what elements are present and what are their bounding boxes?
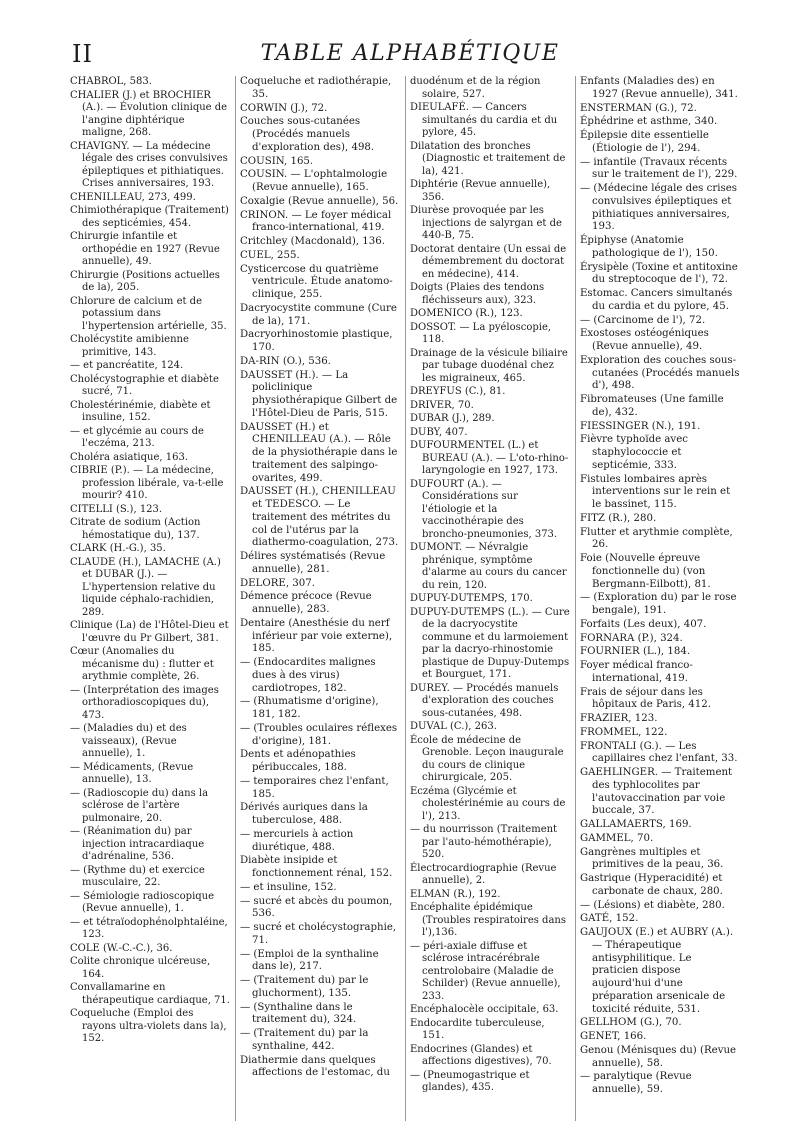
index-entry: Dents et adénopathies péribuccales, 188. [240, 749, 356, 773]
index-entry: Diurèse provoquée par les injections de salyrgan et de 440-B, 75. [410, 205, 562, 241]
index-entry: Coxalgie (Revue annuelle), 56. [240, 195, 399, 207]
index-entry: DUFOURMENTEL (L.) et BUREAU (A.). — L'oto-rhino-laryngologie en 1927, 173. [410, 440, 569, 476]
index-entry: DIEULAFÉ. — Cancers simultanés du cardia et du pylore, 45. [410, 102, 558, 138]
index-entry: Drainage de la vésicule biliaire par tubage duodénal chez les migraineux, 465. [410, 347, 568, 384]
index-entry: — temporaires chez l'enfant, 185. [240, 775, 389, 800]
index-entry: — et insuline, 152. [240, 881, 337, 893]
index-entry: Choléra asiatique, 163. [70, 451, 189, 463]
index-entry: Encéphalocèle occipitale, 63. [410, 1004, 559, 1015]
index-entry: Enfants (Maladies des) en 1927 (Revue annuelle), 341. [580, 76, 738, 100]
index-entry: Doctorat dentaire (Un essai de démembrement du doctorat en médecine), 414. [410, 243, 567, 280]
index-entry: Doigts (Plaies des tendons fléchisseurs aux), 323. [410, 282, 545, 306]
index-entry: COUSIN. — L'ophtalmologie (Revue annuelle), 165. [240, 169, 388, 193]
index-entry: GELLHOM (G.), 70. [580, 1017, 682, 1029]
index-entry: DELORE, 307. [240, 577, 315, 589]
index-entry: DREYFUS (C.), 81. [410, 386, 506, 397]
index-entry: Genou (Ménisques du) (Revue annuelle), 58. [580, 1044, 737, 1069]
index-entry: — infantile (Travaux récents sur le traitement de l'), 229. [580, 156, 738, 181]
index-entry: Convallamarine en thérapeutique cardiaque, 71. [70, 982, 230, 1006]
index-entry: Gastrique (Hyperacidité) et carbonate de chaux, 280. [580, 873, 723, 897]
index-entry: Cysticercose du quatrième ventricule. Étude anatomo-clinique, 255. [240, 263, 393, 300]
column-divider [405, 76, 406, 1121]
index-entry: CHENILLEAU, 273, 499. [70, 191, 196, 203]
index-entry: Chlorure de calcium et de potassium dans l'hypertension artérielle, 35. [70, 295, 227, 332]
index-entry: Endocrines (Glandes) et affections digestives), 70. [410, 1043, 552, 1067]
index-entry: Couches sous-cutanées (Procédés manuels d'exploration des), 498. [240, 116, 375, 153]
index-entry: GAEHLINGER. — Traitement des typhlocolites par l'autovaccination par voie buccale, 37. [580, 767, 733, 817]
index-entry: — et pancréatite, 124. [70, 360, 184, 371]
index-entry: Cholécystographie et diabète sucré, 71. [70, 373, 219, 397]
index-entry: DOMENICO (R.), 123. [410, 308, 523, 319]
index-entry: CRINON. — Le foyer médical franco-international, 419. [240, 209, 392, 234]
index-entry: DUPUY-DUTEMPS (L.). — Cure de la dacryocystite commune et du larmoiement par la dacryo-rhinostomie plastique de Dupuy-Dutemps et Bourguet, 171. [410, 606, 570, 680]
index-entry: Diphtérie (Revue annuelle), 356. [410, 179, 551, 203]
index-columns [70, 76, 758, 1121]
index-entry: — (Traitement du) par le gluchorment), 135. [240, 975, 369, 999]
index-entry: GAUJOUX (E.) et AUBRY (A.). — Thérapeutique antisyphilitique. Le praticien dispose aujourd'hui d'une préparation arsenicale de toxicité réduite, 531. [580, 927, 734, 1015]
index-entry: FROMMEL, 122. [580, 726, 668, 738]
index-entry: DAUSSET (H.), CHENILLEAU et TEDESCO. — Le traitement des métrites du col de l'utérus par la diathermo-coagulation, 273. [240, 486, 399, 549]
index-entry: — (Réanimation du) par injection intracardiaque d'adrénaline, 536. [70, 826, 205, 862]
index-entry: CITELLI (S.), 123. [70, 503, 163, 515]
index-entry: — péri-axiale diffuse et sclérose intracérébrale centrolobaire (Maladie de Schilder) (Revue annuelle), 233. [410, 940, 561, 1002]
index-entry: DAUSSET (H.) et CHENILLEAU (A.). — Rôle de la physiothérapie dans le traitement des salpingo-ovarites, 499. [240, 421, 398, 484]
index-entry: Dentaire (Anesthésie du nerf inférieur par voie externe), 185. [240, 617, 393, 655]
index-entry: CLARK (H.-G.), 35. [70, 543, 166, 554]
index-entry: DA-RIN (O.), 536. [240, 355, 331, 367]
index-entry: Gangrènes multiples et primitives de la peau, 36. [580, 846, 724, 871]
index-entry: — (Rhumatisme d'origine), 181, 182. [240, 696, 379, 720]
index-entry: — (Interprétation des images orthoradioscopiques du), 473. [70, 684, 219, 721]
index-entry: duodénum et de la région solaire, 527. [410, 76, 541, 100]
index-entry: Forfaits (Les deux), 407. [580, 618, 707, 630]
index-entry: Foyer médical franco-international, 419. [580, 660, 693, 684]
index-entry: Démence précoce (Revue annuelle), 283. [240, 591, 372, 615]
index-entry: — et glycémie au cours de l'eczéma, 213. [70, 425, 204, 449]
index-entry: Épilepsie dite essentielle (Étiologie de l'), 294. [580, 130, 709, 154]
index-entry: FORNARA (P.), 324. [580, 632, 683, 644]
index-entry: CORWIN (J.), 72. [240, 102, 328, 114]
index-entry: École de médecine de Grenoble. Leçon inaugurale du cours de clinique chirurgicale, 205. [410, 734, 564, 783]
index-entry: Eczéma (Glycémie et cholestérinémie au cours de l'), 213. [410, 785, 566, 822]
index-entry: Critchley (Macdonald), 136. [240, 236, 385, 247]
index-entry: COLE (W.-C.-C.), 36. [70, 942, 173, 954]
index-entry: FITZ (R.), 280. [580, 512, 657, 524]
index-entry: GENET, 166. [580, 1031, 647, 1042]
index-entry: FIESSINGER (N.), 191. [580, 420, 701, 432]
index-entry: DUREY. — Procédés manuels d'exploration des couches sous-cutanées, 498. [410, 682, 559, 719]
index-entry: GALLAMAERTS, 169. [580, 819, 692, 830]
index-entry: — Médicaments, (Revue annuelle), 13. [70, 761, 194, 785]
index-entry: — (Rythme du) et exercice musculaire, 22. [70, 864, 205, 888]
index-entry: Fibromateuses (Une famille de), 432. [580, 394, 724, 418]
index-entry: Flutter et arythmie complète, 26. [580, 526, 733, 551]
index-entry: Fièvre typhoïde avec staphylococcie et septicémie, 333. [580, 434, 688, 471]
index-entry: ELMAN (R.), 192. [410, 888, 501, 900]
index-entry: Cœur (Anomalies du mécanisme du) : flutter et arythmie complète, 26. [70, 646, 214, 682]
index-entry: DUFOURT (A.). — Considérations sur l'étiologie et la vaccinothérapie des broncho-pneumonies, 373. [410, 478, 558, 540]
index-entry: CHALIER (J.) et BROCHIER (A.). — Évolution clinique de l'angine diphtérique maligne, 268. [70, 89, 228, 138]
index-entry: Fistules lombaires après interventions sur le rein et le bassinet, 115. [580, 473, 731, 510]
index-entry: Dacryorhinostomie plastique, 170. [240, 329, 393, 353]
index-entry: DAUSSET (H.). — La policlinique physiothérapique Gilbert de l'Hôtel-Dieu de Paris, 515. [240, 369, 398, 419]
index-entry: Éphédrine et asthme, 340. [580, 116, 718, 128]
index-entry: — (Emploi de la synthaline dans le), 217. [240, 948, 379, 973]
index-entry: CIBRIE (P.). — La médecine, profession libérale, va-t-elle mourir? 410. [70, 465, 224, 501]
index-entry: ENSTERMAN (G.), 72. [580, 102, 697, 114]
index-entry: Coqueluche et radiothérapie, 35. [240, 76, 392, 100]
index-entry: — paralytique (Revue annuelle), 59. [580, 1071, 692, 1095]
index-entry: CLAUDE (H.), LAMACHE (A.) et DUBAR (J.). — L'hypertension relative du liquide céphalo-rachidien, 289. [70, 556, 221, 618]
index-entry: — et tétraïodophénolphtaléine, 123. [70, 916, 228, 940]
index-entry: Colite chronique ulcéreuse, 164. [70, 956, 211, 980]
column-divider [575, 76, 576, 1121]
index-entry: — (Lésions) et diabète, 280. [580, 899, 725, 911]
index-entry: Coqueluche (Emploi des rayons ultra-violets dans la), 152. [70, 1008, 227, 1044]
index-entry: — sucré et abcès du poumon, 536. [240, 895, 393, 920]
index-entry: FRAZIER, 123. [580, 713, 658, 724]
index-entry: — mercuriels à action diurétique, 488. [240, 828, 354, 853]
index-entry: FRONTALI (G.). — Les capillaires chez l'enfant, 33. [580, 740, 738, 765]
index-entry: Cholestérinémie, diabète et insuline, 152. [70, 399, 211, 423]
index-entry: Chirurgie (Positions actuelles de la), 205. [70, 269, 220, 293]
index-entry: DUBY, 407. [410, 426, 468, 438]
page-number: II [72, 40, 93, 68]
index-entry: Dérivés auriques dans la tuberculose, 488. [240, 802, 368, 826]
index-column-2 [240, 76, 400, 1121]
running-title: TABLE ALPHABÉTIQUE [260, 41, 560, 66]
index-entry: Dacryocystite commune (Cure de la), 171. [240, 302, 397, 327]
column-divider [235, 76, 236, 1121]
index-entry: Exploration des couches sous-cutanées (Procédés manuels d'), 498. [580, 354, 740, 392]
index-entry: — (Radioscopie du) dans la sclérose de l'artère pulmonaire, 20. [70, 787, 209, 824]
index-entry: Frais de séjour dans les hôpitaux de Paris, 412. [580, 686, 711, 711]
index-entry: Estomac. Cancers simultanés du cardia et du pylore, 45. [580, 288, 733, 312]
index-entry: CUEL, 255. [240, 249, 300, 261]
index-entry: — Sémiologie radioscopique (Revue annuelle), 1. [70, 890, 215, 914]
index-entry: Épiphyse (Anatomie pathologique de l'), 150. [580, 235, 718, 259]
index-entry: FOURNIER (L.), 184. [580, 646, 691, 658]
index-entry: Diabète insipide et fonctionnement rénal, 152. [240, 855, 393, 879]
page-header [70, 38, 750, 72]
index-entry: GAMMEL, 70. [580, 832, 654, 844]
index-entry: Dilatation des bronches (Diagnostic et traitement de la), 421. [410, 140, 566, 177]
index-entry: Érysipèle (Toxine et antitoxine du streptocoque de l'), 72. [580, 261, 738, 286]
index-entry: DUMONT. — Névralgie phrénique, symptôme d'alarme au cours du cancer du rein, 120. [410, 542, 567, 591]
index-column-1 [70, 76, 230, 1121]
index-entry: Chirurgie infantile et orthopédie en 1927 (Revue annuelle), 49. [70, 231, 220, 267]
index-entry: Clinique (La) de l'Hôtel-Dieu et l'œuvre du Pr Gilbert, 381. [70, 620, 229, 644]
index-entry: — sucré et cholécystographie, 71. [240, 922, 397, 946]
index-entry: Endocardite tuberculeuse, 151. [410, 1017, 545, 1041]
index-entry: Électrocardiographie (Revue annuelle), 2. [410, 862, 557, 886]
index-entry: Foie (Nouvelle épreuve fonctionnelle du) (von Bergmann-Eilbott), 81. [580, 553, 711, 590]
index-entry: GATÉ, 152. [580, 913, 639, 925]
index-column-3 [410, 76, 570, 1121]
index-entry: — (Exploration du) par le rose bengale), 191. [580, 592, 737, 616]
index-entry: DOSSOT. — La pyéloscopie, 118. [410, 321, 552, 345]
index-entry: COUSIN, 165. [240, 155, 314, 167]
index-entry: DUVAL (C.), 263. [410, 721, 497, 732]
index-entry: — (Traitement du) par la synthaline, 442. [240, 1028, 369, 1052]
index-entry: DUBAR (J.), 289. [410, 413, 495, 424]
index-entry: DRIVER, 70. [410, 399, 474, 411]
index-entry: Chimiothérapique (Traitement) des septicémies, 454. [70, 205, 229, 229]
index-entry: DUPUY-DUTEMPS, 170. [410, 593, 533, 604]
index-entry: — (Carcinome de l'), 72. [580, 314, 706, 326]
index-entry: CHAVIGNY. — La médecine légale des crises convulsives épileptiques et pithiatiques. Crises anniversaires, 193. [70, 140, 228, 189]
index-entry: Citrate de sodium (Action hémostatique du), 137. [70, 517, 201, 541]
index-entry: — (Médecine légale des crises convulsives épileptiques et pithiatiques anniversaires, 193. [580, 183, 737, 233]
index-entry: — (Pneumogastrique et glandes), 435. [410, 1069, 530, 1093]
index-entry: — (Troubles oculaires réflexes d'origine), 181. [240, 722, 398, 747]
index-entry: — (Maladies du) et des vaisseaux), (Revue annuelle), 1. [70, 723, 187, 759]
index-entry: Exostoses ostéogéniques (Revue annuelle), 49. [580, 328, 709, 352]
index-entry: Diathermie dans quelques affections de l'estomac, du [240, 1054, 390, 1079]
index-entry: — (Synthaline dans le traitement du), 324. [240, 1001, 357, 1026]
index-entry: — du nourrisson (Traitement par l'auto-hémothérapie), 520. [410, 824, 558, 860]
index-entry: Délires systématisés (Revue annuelle), 281. [240, 551, 386, 575]
index-entry: — (Endocardites malignes dues à des virus) cardiotropes, 182. [240, 657, 376, 694]
index-entry: Cholécystite amibienne primitive, 143. [70, 334, 189, 358]
index-column-4 [580, 76, 740, 1121]
index-entry: CHABROL, 583. [70, 76, 152, 87]
index-entry: Encéphalite épidémique (Troubles respiratoires dans l'),136. [410, 902, 566, 938]
